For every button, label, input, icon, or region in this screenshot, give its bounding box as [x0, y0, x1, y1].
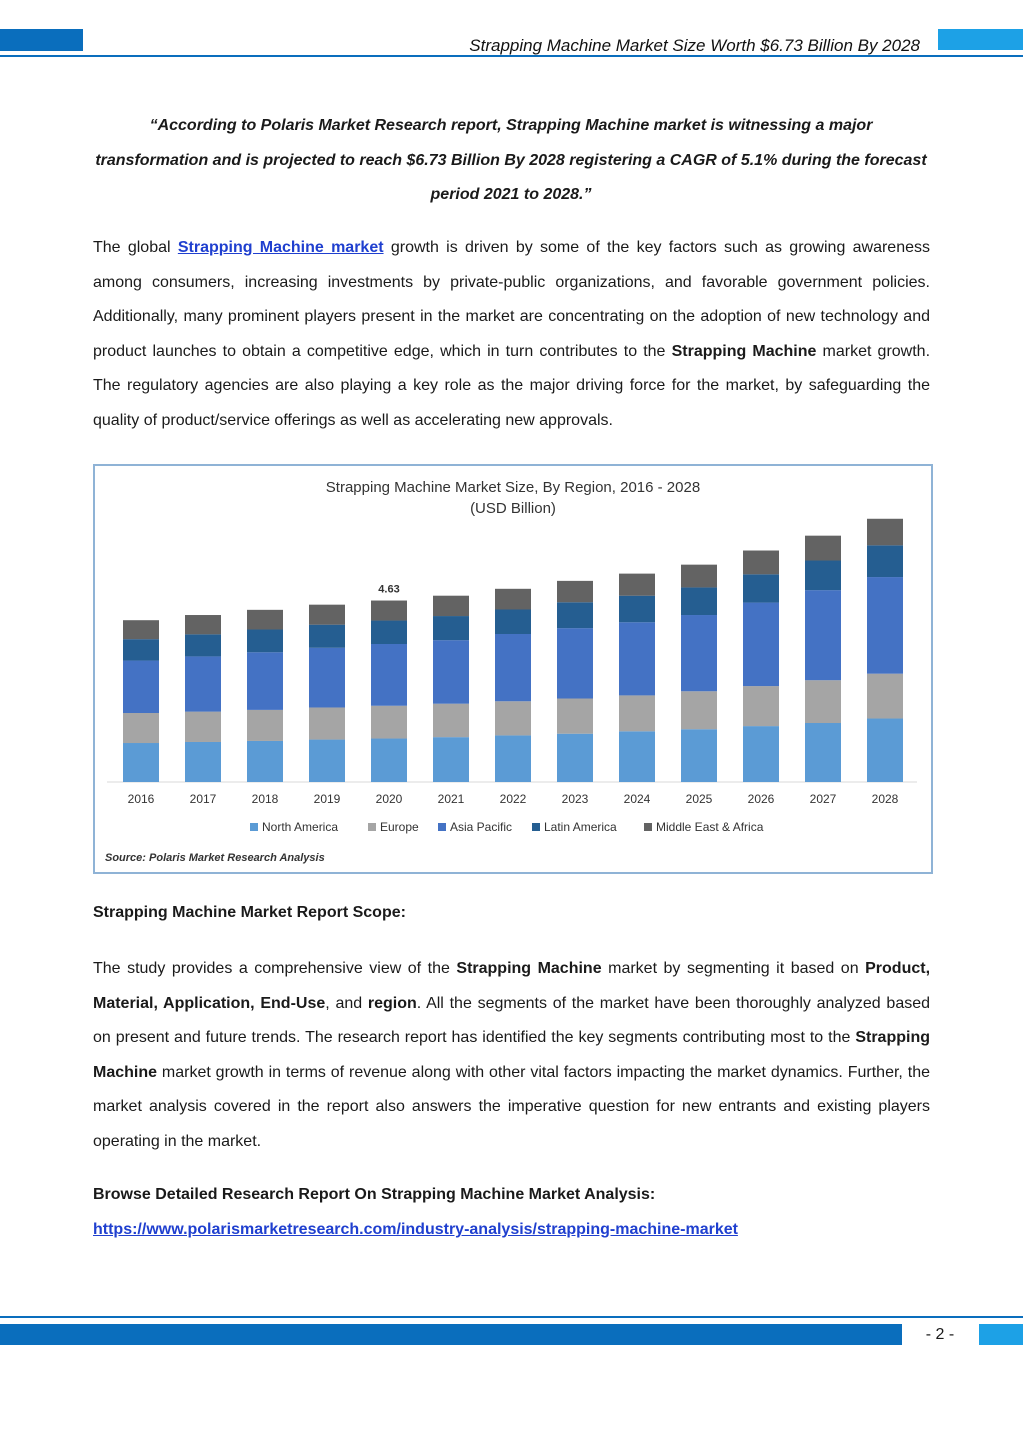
scope-paragraph: [93, 952, 930, 1160]
legend-label: Europe: [380, 820, 419, 834]
bar-segment: [247, 710, 283, 741]
bar-segment: [867, 577, 903, 674]
bar-segment: [185, 634, 221, 656]
footer-bar: [0, 1324, 902, 1345]
x-tick-label: 2021: [437, 792, 465, 806]
bar-segment: [681, 587, 717, 615]
bar-segment: [309, 648, 345, 708]
bar-segment: [371, 706, 407, 739]
bar-segment: [619, 731, 655, 782]
x-tick-label: 2020: [375, 792, 403, 806]
bar-segment: [867, 674, 903, 719]
bar-segment: [681, 565, 717, 588]
bar-segment: [681, 615, 717, 691]
x-tick-label: 2022: [499, 792, 527, 806]
bar-segment: [619, 622, 655, 695]
bar-segment: [309, 625, 345, 648]
legend-swatch: [368, 823, 376, 831]
bar-segment: [619, 574, 655, 596]
legend-swatch: [532, 823, 540, 831]
bar-segment: [123, 639, 159, 660]
x-tick-label: 2027: [809, 792, 837, 806]
bar-segment: [743, 551, 779, 575]
bar-segment: [433, 640, 469, 703]
bar-segment: [805, 723, 841, 782]
legend-label: Asia Pacific: [450, 820, 513, 834]
chart-svg: [95, 466, 931, 872]
bar-segment: [557, 699, 593, 734]
scope-text-5: market growth in terms of revenue along with other vital factors impacting the market dynamics. Further, the market analysis covered in the report also answers the imperative question for new entrants and existing players operating in the market.: [93, 1063, 930, 1150]
page-header-title: Strapping Machine Market Size Worth $6.73 Billion By 2028: [469, 36, 920, 55]
bar-segment: [247, 652, 283, 710]
intro-text-2: growth is driven by some of the key factors such as growing awareness among consumers, increasing investments by private-public organizations, and favorable government policies. Additionally, many prominent players present in the market are concentrating on the adoption of new technology and product launches to obtain a competitive edge, which in turn contributes to the: [93, 239, 930, 360]
report-quote: “According to Polaris Market Research report, Strapping Machine market is witnessing a major transformation and is projected to reach $6.73 Billion By 2028 registering a CAGR of 5.1% during the forecast period 2021 to 2028.”: [95, 117, 927, 203]
scope-bold-4: Strapping Machine: [93, 1029, 930, 1081]
bar-segment: [743, 574, 779, 602]
header-left-block: [0, 29, 83, 51]
intro-paragraph: [93, 231, 930, 439]
bar-segment: [681, 691, 717, 729]
intro-text-3: market growth. The regulatory agencies are also playing a key role as the major driving force for the market, by safeguarding the quality of product/service offerings as well as accelerating new approvals.: [93, 342, 931, 429]
legend-swatch: [438, 823, 446, 831]
header-right-block: [938, 29, 1023, 50]
bar-segment: [185, 615, 221, 634]
bar-segment: [557, 602, 593, 628]
bar-segment: [185, 656, 221, 711]
scope-text-4: . All the segments of the market have been thoroughly analyzed based on present and future trends. The research report has identified the key segments contributing most to the: [93, 994, 931, 1047]
bar-segment: [805, 561, 841, 591]
bar-segment: [247, 741, 283, 782]
legend-swatch: [250, 823, 258, 831]
bar-segment: [371, 601, 407, 621]
x-tick-label: 2019: [313, 792, 341, 806]
page-number: - 2 -: [925, 1326, 955, 1343]
x-tick-label: 2017: [189, 792, 217, 806]
scope-heading: Strapping Machine Market Report Scope:: [93, 904, 406, 921]
legend-label: Middle East & Africa: [656, 820, 764, 834]
bar-segment: [619, 596, 655, 623]
x-tick-label: 2018: [251, 792, 279, 806]
scope-bold-2: Product, Material, Application, End-Use: [93, 960, 931, 1012]
bar-segment: [681, 729, 717, 782]
x-tick-label: 2016: [127, 792, 155, 806]
bar-segment: [185, 742, 221, 782]
scope-text-2: market by segmenting it based on: [601, 960, 866, 977]
intro-bold: Strapping Machine: [671, 342, 817, 360]
bar-segment: [743, 603, 779, 686]
bar-segment: [371, 621, 407, 644]
bar-segment: [495, 634, 531, 701]
chart-subtitle: (USD Billion): [470, 500, 556, 517]
bar-segment: [867, 519, 903, 546]
bar-segment: [371, 644, 407, 706]
x-tick-label: 2025: [685, 792, 713, 806]
bar-segment: [805, 590, 841, 680]
bar-segment: [123, 743, 159, 782]
bar-segment: [309, 740, 345, 782]
bar-segment: [371, 739, 407, 782]
footer-rule: [0, 1316, 1023, 1318]
bar-segment: [557, 628, 593, 698]
bar-segment: [495, 735, 531, 782]
bar-segment: [433, 616, 469, 640]
bar-segment: [805, 680, 841, 723]
bar-segment: [309, 605, 345, 625]
bar-segment: [123, 661, 159, 713]
legend-swatch: [644, 823, 652, 831]
x-tick-label: 2023: [561, 792, 589, 806]
x-tick-label: 2024: [623, 792, 651, 806]
scope-text-1: The study provides a comprehensive view of the: [93, 960, 457, 977]
strapping-machine-market-link[interactable]: Strapping Machine market: [177, 239, 384, 256]
scope-bold-1: Strapping Machine: [456, 960, 602, 977]
bar-segment: [247, 630, 283, 653]
bar-segment: [495, 701, 531, 735]
bar-segment: [309, 707, 345, 739]
report-url-link[interactable]: https://www.polarismarketresearch.com/industry-analysis/strapping-machine-market: [93, 1221, 738, 1238]
bar-segment: [495, 589, 531, 610]
bar-segment: [433, 596, 469, 616]
legend-label: Latin America: [544, 820, 617, 834]
browse-heading: Browse Detailed Research Report On Strapping Machine Market Analysis:: [93, 1186, 656, 1203]
bar-segment: [433, 737, 469, 782]
bar-segment: [867, 545, 903, 577]
bar-segment: [433, 704, 469, 737]
bar-segment: [123, 620, 159, 639]
data-label: 4.63: [378, 583, 400, 596]
bar-segment: [557, 734, 593, 782]
bar-segment: [805, 536, 841, 561]
intro-text-1: The global: [93, 239, 178, 256]
scope-bold-3: region: [367, 994, 417, 1012]
legend-label: North America: [262, 820, 339, 834]
bar-segment: [185, 712, 221, 742]
bar-segment: [557, 581, 593, 602]
bar-segment: [123, 713, 159, 743]
scope-text-3: , and: [325, 994, 368, 1012]
bar-segment: [867, 719, 903, 782]
bar-segment: [743, 726, 779, 782]
bar-segment: [619, 695, 655, 731]
x-tick-label: 2026: [747, 792, 775, 806]
header-rule: [0, 55, 1023, 57]
footer-right-block: [979, 1324, 1023, 1345]
bar-segment: [743, 686, 779, 726]
chart-source: Source: Polaris Market Research Analysis: [105, 852, 325, 864]
market-size-chart: [93, 464, 933, 874]
chart-title: Strapping Machine Market Size, By Region, 2016 - 2028: [325, 479, 701, 496]
bar-segment: [247, 610, 283, 630]
bar-segment: [495, 610, 531, 634]
x-tick-label: 2028: [871, 792, 899, 806]
